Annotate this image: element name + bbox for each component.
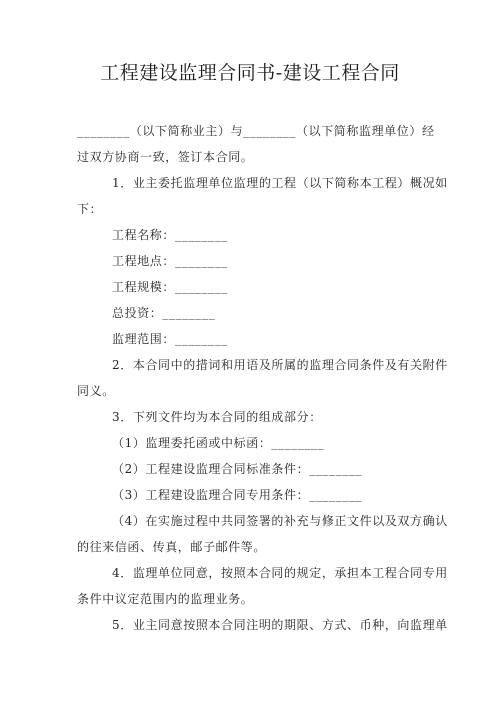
document-title: 工程建设监理合同书-建设工程合同 (100, 62, 400, 84)
paragraph-line: 工程名称：________ (112, 228, 228, 242)
paragraph-line: 工程规模：________ (112, 280, 228, 294)
paragraph-line: ________（以下简称业主）与________（以下简称监理单位）经 (77, 124, 435, 138)
paragraph-line: 2．本合同中的措词和用语及所属的监理合同条件及有关附件 (112, 358, 448, 372)
paragraph-line: 工程地点：________ (112, 254, 228, 268)
paragraph-line: 5．业主同意按照本合同注明的期限、方式、币种，向监理单 (112, 618, 448, 632)
paragraph-line: 总投资：________ (112, 306, 216, 320)
paragraph-line: （2）工程建设监理合同标准条件：________ (112, 462, 363, 476)
paragraph-line: 监理范围：________ (112, 332, 228, 346)
paragraph-line: （4）在实施过程中共同签署的补充与修正文件以及双方确认 (112, 514, 448, 528)
paragraph-line: 同义。 (77, 384, 115, 398)
paragraph-line: 条件中议定范围内的监理业务。 (77, 592, 254, 606)
paragraph-line: （1）监理委托函或中标函：________ (112, 436, 325, 450)
paragraph-line: 的往来信函、传真，邮子邮件等。 (77, 540, 267, 554)
paragraph-line: 过双方协商一致，签订本合同。 (77, 150, 254, 164)
paragraph-line: 下： (77, 202, 103, 216)
paragraph-line: 3．下列文件均为本合同的组成部分： (112, 410, 322, 424)
paragraph-line: 4．监理单位同意，按照本合同的规定，承担本工程合同专用 (112, 566, 448, 580)
paragraph-line: （3）工程建设监理合同专用条件：________ (112, 488, 363, 502)
paragraph-line: 1．业主委托监理单位监理的工程（以下简称本工程）概况如 (112, 176, 448, 190)
